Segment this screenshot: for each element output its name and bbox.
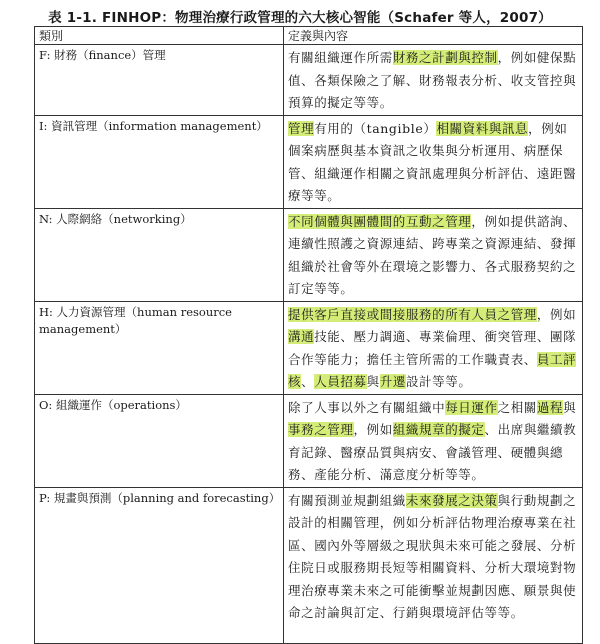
table-row	[35, 45, 583, 116]
definition-text: ，例如提供諮詢、連續性照護之資源連結、跨專業之資源連結、發揮組織於社會等外在環境之影響力、各式服務契約之訂定等等。	[288, 213, 577, 296]
definition-text: 、	[301, 374, 315, 389]
definition-text: 除了人事以外之有關組織中	[288, 399, 446, 415]
category-cell: I: 資訊管理（information management）	[35, 115, 284, 208]
category-cell: N: 人際網絡（networking）	[35, 208, 284, 301]
table-row	[35, 394, 583, 487]
definition-cell	[284, 301, 583, 394]
table-body	[35, 45, 583, 644]
definition-text: 、出席與繼續教育記錄、醫療品質與病安、會議管理、硬體與總務、產能分析、滿意度分析等等。	[288, 422, 577, 482]
category-cell: H: 人力資源管理（human resource management）	[35, 301, 284, 394]
header-definition: 定義與內容	[284, 27, 583, 45]
highlighted-text: 提供客戶直接或間接服務的所有人員之管理	[288, 306, 537, 322]
definition-text: 與	[563, 399, 577, 415]
definition-text: ，例如個案病歷與基本資訊之收集與分析運用、病歷保管、組織運作相關之資訊處理與分析評估、遠距醫療等等。	[288, 120, 577, 203]
highlighted-text: 相關資料與訊息	[436, 120, 529, 136]
highlighted-text: 員工評核	[288, 351, 577, 389]
definition-text: 之相關	[497, 399, 537, 415]
definition-text: ，例如	[353, 422, 393, 437]
definition-cell	[284, 208, 583, 301]
table-row	[35, 208, 583, 301]
definition-text: 有關組織運作所需	[288, 50, 393, 65]
highlighted-text: 組織規章的擬定	[392, 422, 485, 437]
category-cell: F: 財務（finance）管理	[35, 45, 284, 116]
definition-cell	[284, 394, 583, 487]
definition-cell	[284, 487, 583, 643]
table-row	[35, 301, 583, 394]
definition-text: 有用的（tangible）	[314, 120, 437, 136]
definition-text: 技能、壓力調適、專業倫理、衝突管理、團隊合作等能力；擔任主管所需的工作職責表、	[288, 329, 577, 367]
finhop-table	[34, 26, 583, 644]
definition-cell	[284, 45, 583, 116]
table-title: 表 1-1. FINHOP：物理治療行政管理的六大核心智能（Schafer 等人，2007）	[48, 10, 552, 26]
table-header-row	[35, 27, 583, 45]
definition-text: ，例如	[536, 306, 577, 322]
definition-text: 與	[366, 374, 380, 389]
highlighted-text: 人員招募	[314, 374, 367, 389]
highlighted-text: 每日運作	[445, 399, 498, 415]
highlighted-text: 溝通	[288, 329, 315, 344]
category-cell: P: 規畫與預測（planning and forecasting）	[35, 487, 284, 643]
highlighted-text: 升遷	[379, 374, 406, 389]
definition-text: ，例如健保點值、各類保險之了解、財務報表分析、收支管控與預算的擬定等等。	[288, 50, 577, 110]
definition-text: 設計等等。	[405, 374, 472, 389]
definition-text: 與行動規劃之設計的相關管理，例如分析評估物理治療專業在社區、國內外等層級之現狀與未來可能之發展、分析住院日或服務期長短等相關資料、分析大環境對物理治療專業未來之可能衝擊並規劃因應、願景與使命之討論與訂定、行銷與環境評估等等。	[288, 492, 577, 620]
header-category: 類別	[35, 27, 284, 45]
highlighted-text: 事務之管理	[288, 422, 354, 437]
table-row	[35, 487, 583, 643]
highlighted-text: 財務之計劃與控制	[392, 50, 498, 65]
highlighted-text: 過程	[536, 399, 564, 415]
highlighted-text: 管理	[288, 120, 315, 136]
category-cell: O: 組織運作（operations）	[35, 394, 284, 487]
table-row	[35, 115, 583, 208]
definition-cell	[284, 115, 583, 208]
highlighted-text: 未來發展之決策	[405, 492, 498, 508]
highlighted-text: 不同個體與團體間的互動之管理	[288, 213, 472, 229]
definition-text: 有關預測並規劃組織	[288, 492, 406, 508]
